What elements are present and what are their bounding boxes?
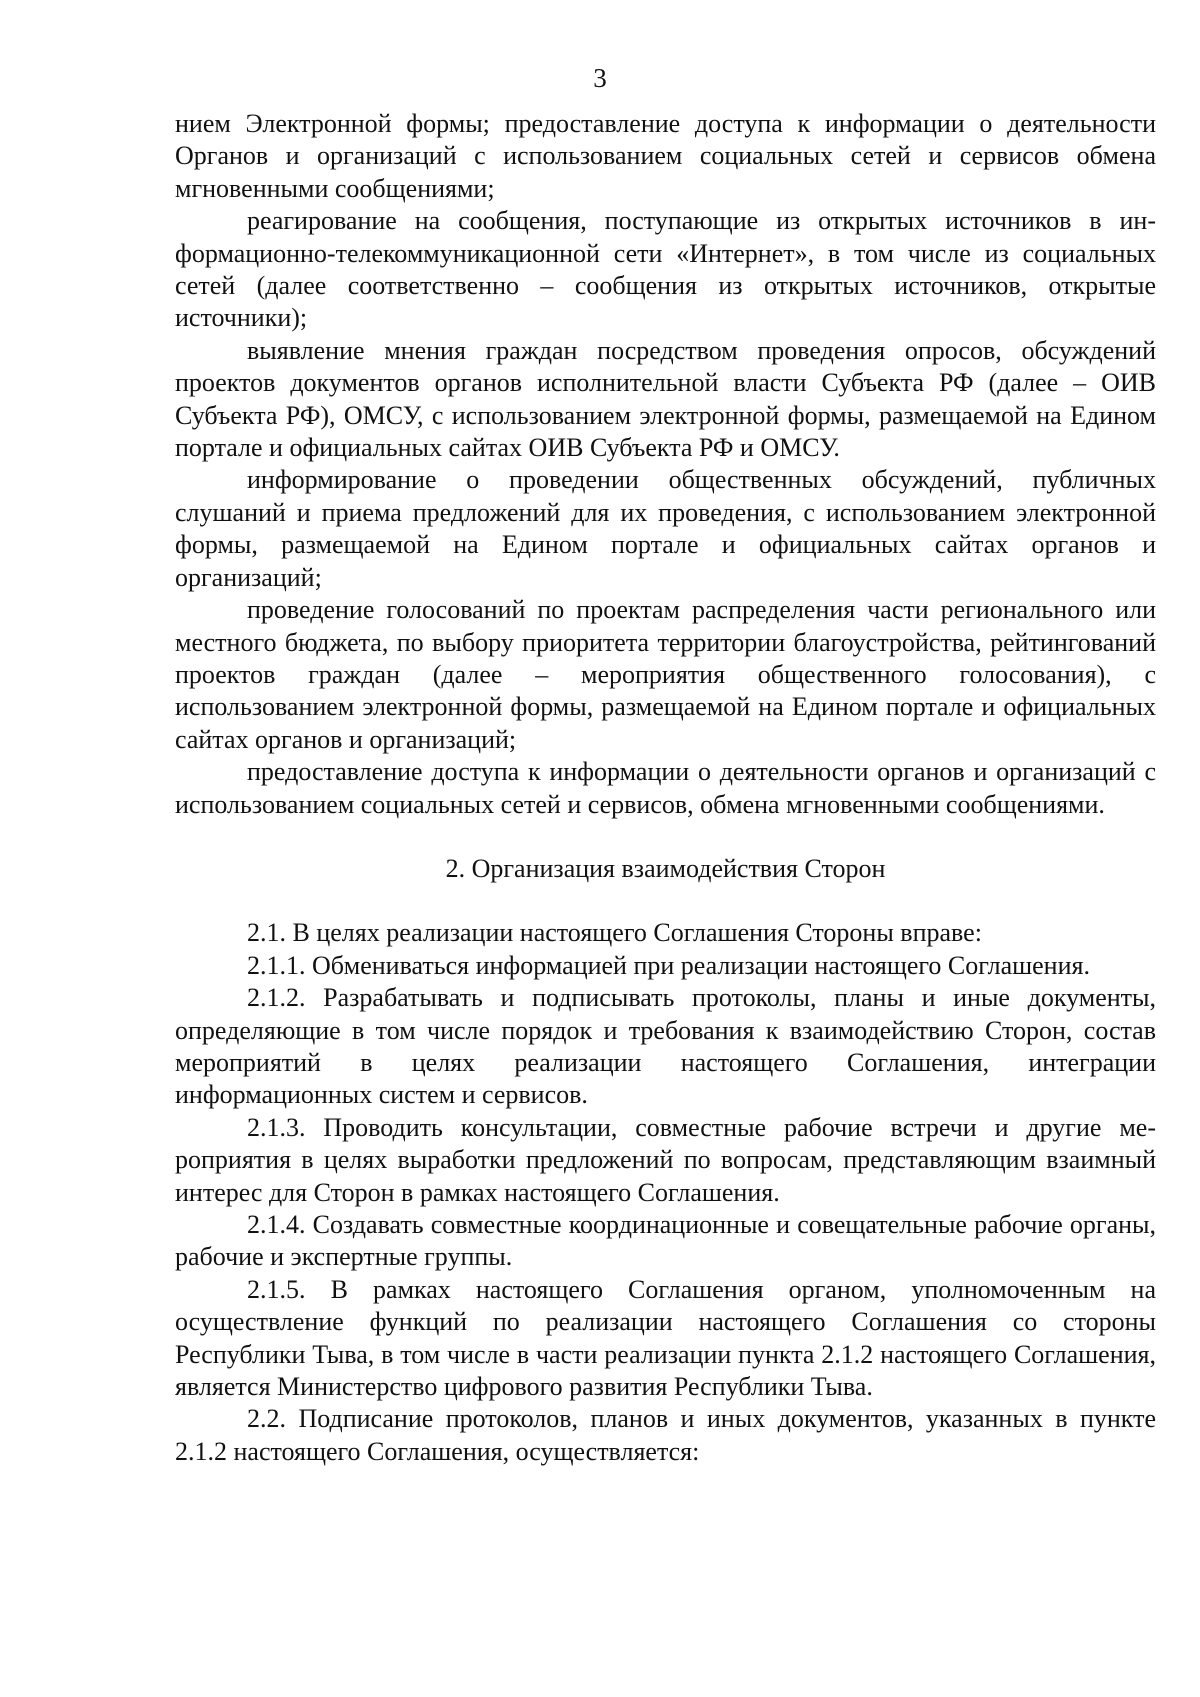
paragraph: информирование о проведении общественных обсуждений, публичных слушаний и приема предложений для их проведения, с использованием электронной формы, размещаемой на Едином портале и официальных сайтах органов и организаций; (175, 465, 1156, 592)
paragraph: предоставление доступа к информации о деятельности органов и организаций с использованием социальных сетей и сервисов, обмена мгновенными сообщениями. (175, 757, 1156, 819)
document-body (175, 108, 1156, 1468)
paragraph: реагирование на сообщения, поступающие из открытых источников в информационно-телекоммуникационной сети «Интернет», в том числе из социальных сетей (далее соответственно – сообщения из открытых источников, открытые источники); (175, 206, 1156, 333)
section-heading: 2. Организация взаимодействия Сторон (445, 853, 886, 883)
paragraph: 2.1.3. Проводить консультации, совместные рабочие встречи и другие мероприятия в целях выработки предложений по вопросам, представляющим взаимный интерес для Сторон в рамках настоящего Соглашения. (175, 1112, 1156, 1207)
paragraph: 2.2. Подписание протоколов, планов и иных документов, указанных в пункте 2.1.2 настоящего Соглашения, осуществляется: (175, 1404, 1156, 1466)
paragraph: выявление мнения граждан посредством проведения опросов, обсуждений проектов документов органов исполнительной власти Субъекта РФ (далее – ОИВ Субъекта РФ), ОМСУ, с использованием электронной формы, размещаемой на Едином портале и официальных сайтах ОИВ Субъекта РФ и ОМСУ. (175, 335, 1156, 463)
paragraph: 2.1.5. В рамках настоящего Соглашения органом, уполномоченным на осуществление функций по реализации настоящего Соглашения со стороны Республики Тыва, в том числе в части реализации пункта 2.1.2 настоящего Соглашения, является Министерство цифрового развития Республики Тыва. (175, 1274, 1156, 1402)
paragraph: 2.1. В целях реализации настоящего Соглашения Стороны вправе: (247, 918, 982, 948)
paragraph: 2.1.1. Обмениваться информацией при реализации настоящего Соглашения. (247, 950, 1090, 980)
paragraph: 2.1.2. Разрабатывать и подписывать протоколы, планы и иные документы, определяющие в том числе порядок и требования к взаимодействию Сторон, состав мероприятий в целях реализации настоящего Соглашения, интеграции информационных систем и сервисов. (175, 983, 1156, 1110)
paragraph: 2.1.4. Создавать совместные координационные и совещательные рабочие органы, рабочие и экспертные группы. (175, 1210, 1156, 1272)
paragraph: нием Электронной формы; предоставление доступа к информации о деятельности Органов и организаций с использованием социальных сетей и сервисов обмена мгновенными сообщениями; (175, 109, 1156, 203)
page-number: 3 (593, 63, 607, 93)
paragraph: проведение голосований по проектам распределения части регионального или местного бюджета, по выбору приоритета территории благоустройства, рейтингований проектов граждан (далее – мероприятия общественного голосования), с использованием электронной формы, размещаемой на Едином портале и официальных сайтах органов и организаций; (175, 595, 1156, 754)
